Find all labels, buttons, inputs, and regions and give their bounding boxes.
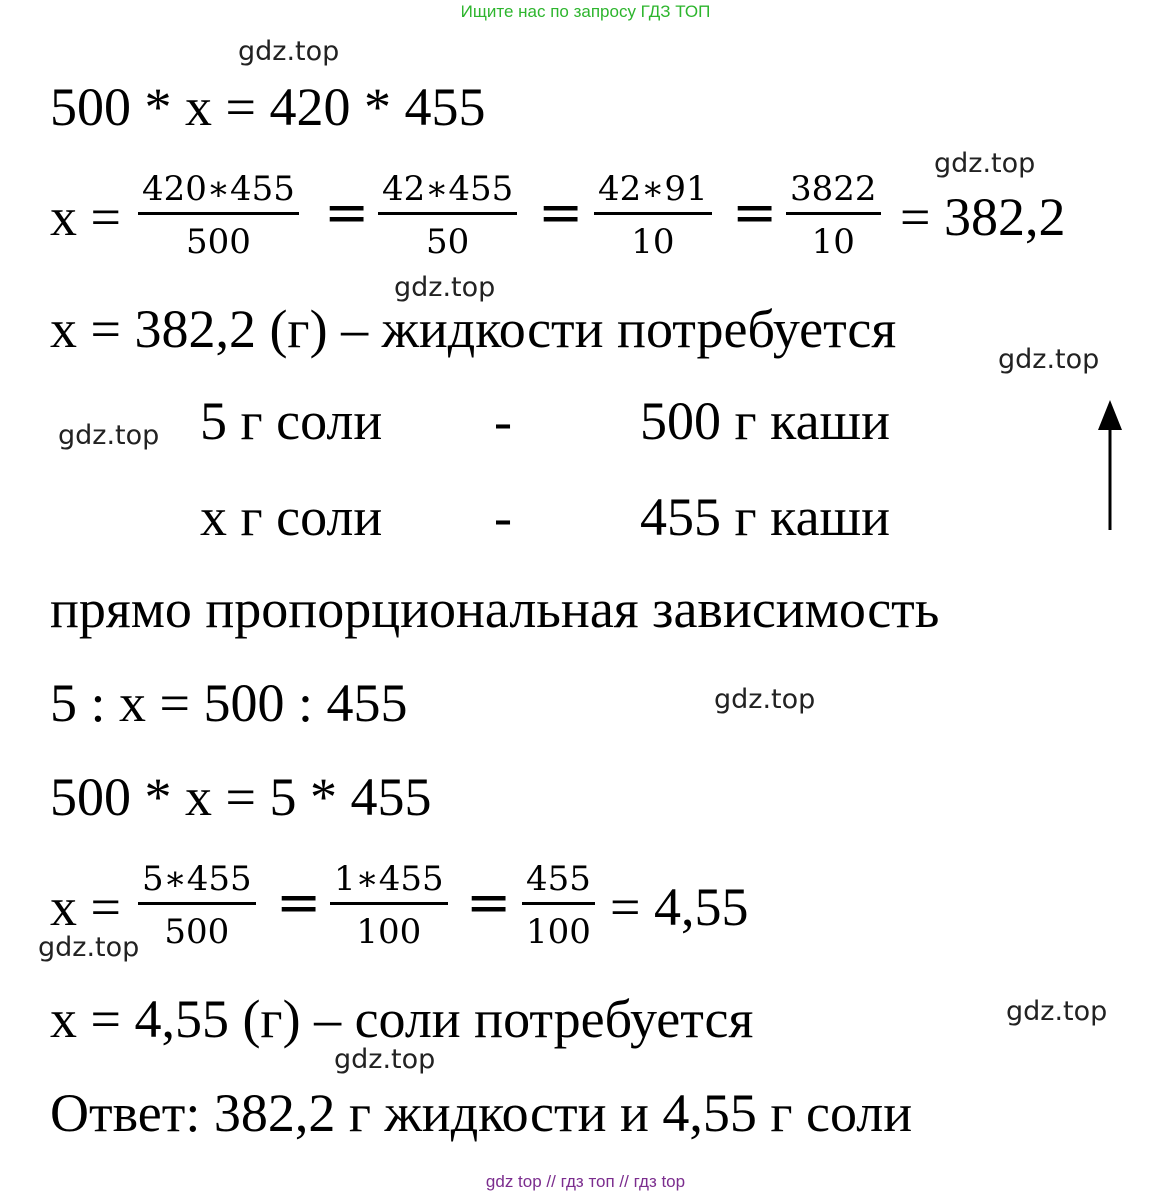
equation-line-1: 500 * x = 420 * 455: [50, 77, 486, 137]
watermark: gdz.top: [238, 36, 340, 67]
watermark: gdz.top: [934, 148, 1036, 179]
answer-line: Ответ: 382,2 г жидкости и 4,55 г соли: [50, 1083, 913, 1143]
equation-x-label: x =: [50, 877, 121, 937]
fraction-420x455-over-500: [138, 169, 299, 262]
fraction-3822-over-10: [786, 169, 881, 262]
table-row-1-dash: -: [494, 391, 512, 451]
fraction-numerator: 42∗455: [382, 169, 514, 209]
watermark: gdz.top: [394, 272, 496, 303]
top-banner: Ищите нас по запросу ГДЗ ТОП: [460, 2, 711, 21]
table-row-2-right: 455 г каши: [640, 487, 891, 547]
equation-line-6: 500 * x = 5 * 455: [50, 767, 432, 827]
watermark: gdz.top: [714, 684, 816, 715]
fraction-denominator: 100: [526, 912, 591, 952]
fraction-42x455-over-50: [378, 169, 517, 262]
fraction-42x91-over-10: [594, 169, 712, 262]
equals-sign: =: [276, 871, 322, 934]
bottom-banner: gdz top // гдз топ // гдз top: [485, 1172, 686, 1191]
fraction-denominator: 500: [164, 912, 230, 952]
equation-line-3: x = 382,2 (г) – жидкости потребуется: [50, 299, 897, 359]
fraction-numerator: 1∗455: [334, 859, 444, 899]
watermark: gdz.top: [38, 932, 140, 963]
fraction-numerator: 455: [526, 859, 591, 899]
fraction-5x455-over-500: [138, 859, 256, 952]
equation-result-382-2: = 382,2: [900, 187, 1066, 247]
fraction-455-over-100: [522, 859, 595, 952]
equation-result-4-55: = 4,55: [610, 877, 749, 937]
watermark: gdz.top: [1006, 996, 1108, 1027]
watermark: gdz.top: [334, 1044, 436, 1075]
fraction-denominator: 10: [631, 222, 675, 262]
table-row-2-left: x г соли: [200, 487, 383, 547]
equals-sign: =: [732, 181, 778, 244]
fraction-numerator: 420∗455: [142, 169, 295, 209]
equation-x-label: x =: [50, 187, 121, 247]
fraction-numerator: 5∗455: [142, 859, 252, 899]
equation-line-8: x = 4,55 (г) – соли потребуется: [50, 989, 754, 1049]
table-row-1-right: 500 г каши: [640, 391, 891, 451]
equation-line-4: прямо пропорциональная зависимость: [50, 579, 940, 639]
fraction-numerator: 3822: [790, 169, 877, 209]
watermark: gdz.top: [58, 420, 160, 451]
fraction-denominator: 100: [356, 912, 422, 952]
up-arrow-icon: [1096, 400, 1124, 530]
watermark: gdz.top: [998, 344, 1100, 375]
equals-sign: =: [466, 871, 512, 934]
equation-line-5: 5 : x = 500 : 455: [50, 673, 408, 733]
table-row-1-left: 5 г соли: [200, 391, 383, 451]
table-row-2-dash: -: [494, 487, 512, 547]
fraction-denominator: 10: [811, 222, 855, 262]
equals-sign: =: [538, 181, 584, 244]
equals-sign: =: [324, 181, 370, 244]
fraction-numerator: 42∗91: [598, 169, 708, 209]
fraction-denominator: 50: [426, 222, 470, 262]
fraction-denominator: 500: [186, 222, 251, 262]
fraction-1x455-over-100: [330, 859, 448, 952]
